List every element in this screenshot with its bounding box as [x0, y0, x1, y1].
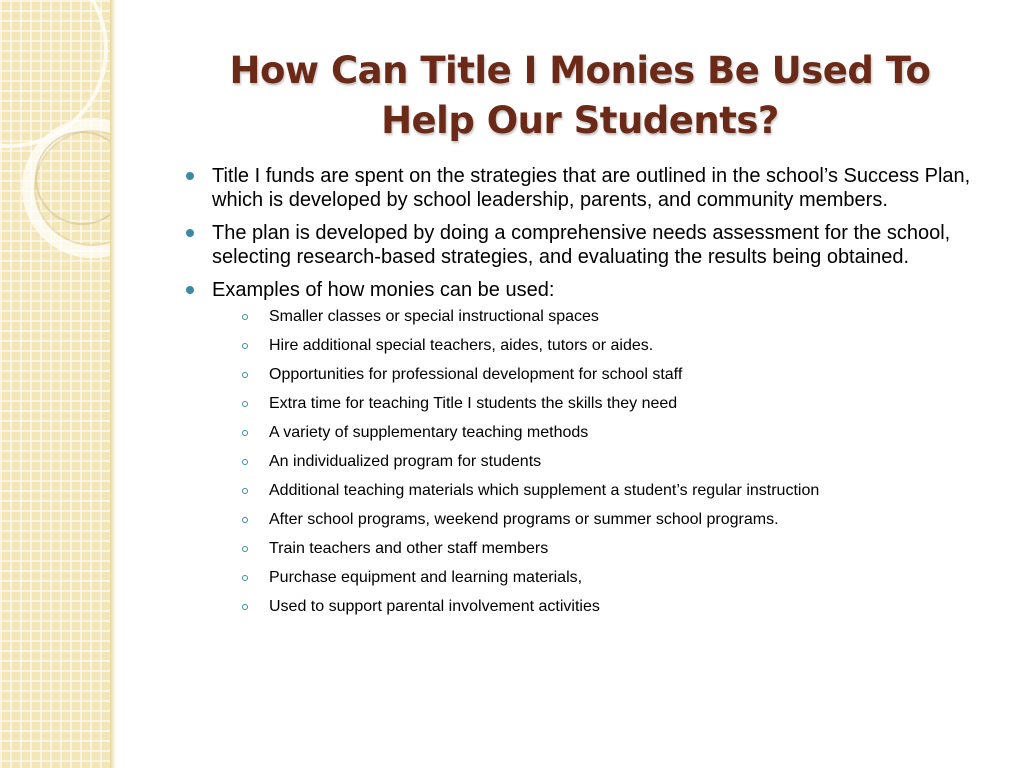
example-text: Opportunities for professional development for school staff [269, 366, 683, 383]
sub-bullet-icon [242, 372, 248, 378]
example-item [242, 447, 990, 476]
side-panel-edge [110, 0, 116, 768]
example-text: Purchase equipment and learning materials, [269, 569, 583, 586]
sub-bullet-icon [242, 430, 248, 436]
example-text: Train teachers and other staff members [269, 540, 549, 557]
bullet-item [186, 164, 990, 212]
sub-bullet-icon [242, 604, 248, 610]
bullet-list [186, 164, 990, 621]
sub-bullet-icon [242, 401, 248, 407]
decorative-side-panel [0, 0, 110, 768]
slide-title: How Can Title I Monies Be Used To Help Our Students? [229, 49, 931, 142]
example-item [242, 592, 990, 621]
sub-bullet-icon [242, 459, 248, 465]
sub-bullet-icon [242, 343, 248, 349]
example-text: An individualized program for students [269, 453, 542, 470]
example-item [242, 418, 990, 447]
example-text: A variety of supplementary teaching methods [269, 424, 589, 441]
slide-body [186, 164, 990, 630]
example-item [242, 389, 990, 418]
example-text: Used to support parental involvement activities [269, 598, 600, 615]
sub-bullet-icon [242, 575, 248, 581]
bullet-item [186, 221, 990, 269]
example-item [242, 331, 990, 360]
examples-list [212, 302, 990, 621]
bullet-item [186, 278, 990, 621]
example-item [242, 534, 990, 563]
example-text: Smaller classes or special instructional spaces [269, 308, 599, 325]
example-item [242, 302, 990, 331]
bullet-text: The plan is developed by doing a comprehensive needs assessment for the school, selecting research-based strategies, and evaluating the results being obtained. [212, 222, 951, 268]
sub-bullet-icon [242, 546, 248, 552]
sub-bullet-icon [242, 517, 248, 523]
bullet-text: Examples of how monies can be used: [212, 279, 555, 301]
bullet-dot-icon [186, 172, 194, 180]
bullet-text: Title I funds are spent on the strategies that are outlined in the school’s Success Plan, which is developed by school leadership, parents, and community members. [212, 165, 971, 211]
sub-bullet-icon [242, 488, 248, 494]
example-text: Additional teaching materials which supplement a student’s regular instruction [269, 482, 820, 499]
example-item [242, 360, 990, 389]
example-item [242, 505, 990, 534]
bullet-dot-icon [186, 286, 194, 294]
example-item [242, 563, 990, 592]
example-text: After school programs, weekend programs or summer school programs. [269, 511, 779, 528]
example-text: Extra time for teaching Title I students the skills they need [269, 395, 678, 412]
bullet-dot-icon [186, 229, 194, 237]
sub-bullet-icon [242, 314, 248, 320]
example-item [242, 476, 990, 505]
example-text: Hire additional special teachers, aides, tutors or aides. [269, 337, 654, 354]
